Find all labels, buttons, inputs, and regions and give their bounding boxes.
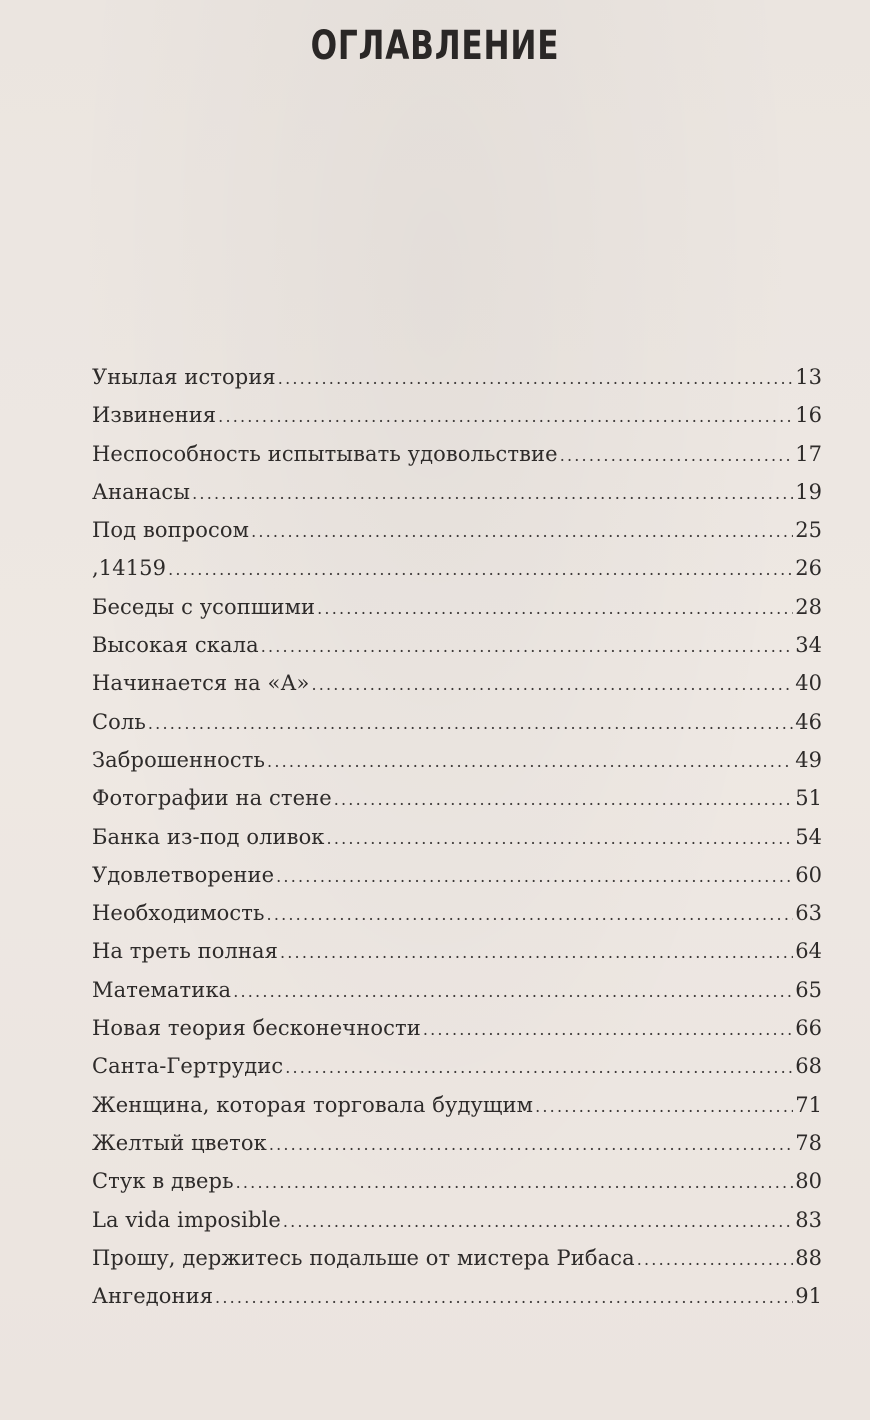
toc-entry <box>92 1047 822 1085</box>
toc-dot-leader <box>269 1126 793 1164</box>
toc-dot-leader <box>280 934 793 972</box>
toc-entry-page: 17 <box>795 441 822 466</box>
toc-entry-title: Прошу, держитесь подальше от мистера Рибаса <box>92 1245 635 1270</box>
toc-dot-leader <box>276 858 793 896</box>
toc-entry-title: Заброшенность <box>92 747 266 772</box>
toc-entry-title: Необходимость <box>92 901 265 926</box>
toc-dot-leader <box>267 743 793 781</box>
toc-entry <box>92 932 822 970</box>
toc-entry <box>92 741 822 779</box>
toc-entry-title: Банка из-под оливок <box>92 824 325 849</box>
toc-dot-leader <box>236 1164 794 1202</box>
toc-entry-title: Новая теория бесконечности <box>92 1016 421 1041</box>
toc-entry-title: Стук в дверь <box>92 1169 234 1194</box>
toc-entry-page: 34 <box>795 633 822 658</box>
toc-entry-title: Под вопросом <box>92 518 250 543</box>
toc-entry-title: Удовлетворение <box>92 862 275 887</box>
toc-dot-leader <box>311 666 793 704</box>
toc-entry <box>92 703 822 741</box>
toc-dot-leader <box>251 513 793 551</box>
toc-dot-leader <box>261 628 794 666</box>
toc-dot-leader <box>560 437 794 475</box>
toc-dot-leader <box>192 475 793 513</box>
toc-entry-page: 54 <box>795 824 822 849</box>
toc-entry-title: Унылая история <box>92 365 276 389</box>
toc-dot-leader <box>637 1241 794 1279</box>
toc-entry <box>92 1086 822 1124</box>
toc-dot-leader <box>267 896 794 934</box>
toc-entry-page: 80 <box>795 1169 822 1194</box>
toc-entry <box>92 1201 822 1239</box>
toc-entry-page: 68 <box>795 1054 822 1079</box>
toc-entry-page: 25 <box>795 518 822 543</box>
toc-entry <box>92 894 822 932</box>
toc-entry-page: 49 <box>795 747 822 772</box>
toc-entry <box>92 1277 822 1315</box>
toc-entry-page: 46 <box>795 709 822 734</box>
toc-entry-page: 16 <box>795 403 822 428</box>
toc-entry <box>92 1009 822 1047</box>
toc-entry <box>92 856 822 894</box>
toc-entry-title: Ананасы <box>92 479 191 504</box>
toc-dot-leader <box>215 1279 793 1317</box>
toc-dot-leader <box>423 1011 793 1049</box>
toc-entry-page: 83 <box>795 1207 822 1232</box>
toc-entry <box>92 396 822 434</box>
toc-entry <box>92 626 822 664</box>
toc-entry <box>92 358 822 396</box>
toc-entry-page: 63 <box>795 901 822 926</box>
toc-dot-leader <box>278 360 793 398</box>
toc-dot-leader <box>168 551 793 589</box>
toc-entry-title: На треть полная <box>92 939 278 964</box>
toc-entry-page: 13 <box>795 365 822 389</box>
toc-entry-title: ,14159 <box>92 556 167 581</box>
toc-entry-page: 66 <box>795 1016 822 1041</box>
toc-dot-leader <box>148 705 793 743</box>
toc-entry <box>92 549 822 587</box>
toc-dot-leader <box>285 1049 793 1087</box>
toc-entry-title: Санта-Гертрудис <box>92 1054 284 1079</box>
toc-entry-title: Женщина, которая торговала будущим <box>92 1092 534 1117</box>
toc-entry <box>92 779 822 817</box>
toc-entry-page: 28 <box>795 594 822 619</box>
toc-entry <box>92 473 822 511</box>
toc-entry-page: 51 <box>795 786 822 811</box>
page-title: ОГЛАВЛЕНИЕ <box>310 23 560 69</box>
toc-entry <box>92 588 822 626</box>
toc-entry <box>92 664 822 702</box>
toc-dot-leader <box>535 1088 793 1126</box>
toc-entry-title: La vida imposible <box>92 1207 281 1232</box>
toc-entry-page: 71 <box>795 1092 822 1117</box>
toc-entry-page: 40 <box>795 671 822 696</box>
toc-entry-title: Желтый цветок <box>92 1130 267 1155</box>
toc-entry-title: Математика <box>92 977 232 1002</box>
toc-entry-page: 26 <box>795 556 822 581</box>
table-of-contents <box>92 358 822 1315</box>
toc-dot-leader <box>233 973 793 1011</box>
toc-dot-leader <box>317 590 793 628</box>
toc-entry-page: 60 <box>795 862 822 887</box>
toc-entry-page: 19 <box>795 479 822 504</box>
toc-entry-title: Начинается на «А» <box>92 671 310 696</box>
toc-dot-leader <box>218 398 793 436</box>
toc-dot-leader <box>334 781 794 819</box>
toc-entry-page: 78 <box>795 1130 822 1155</box>
toc-entry-title: Высокая скала <box>92 633 259 658</box>
toc-entry-page: 88 <box>795 1245 822 1270</box>
toc-entry-page: 64 <box>795 939 822 964</box>
toc-entry <box>92 511 822 549</box>
toc-entry-title: Соль <box>92 709 146 734</box>
toc-entry <box>92 435 822 473</box>
toc-dot-leader <box>327 820 794 858</box>
toc-entry <box>92 1239 822 1277</box>
toc-entry-title: Фотографии на стене <box>92 786 332 811</box>
toc-entry <box>92 971 822 1009</box>
toc-dot-leader <box>283 1203 793 1241</box>
toc-entry <box>92 818 822 856</box>
toc-entry <box>92 1162 822 1200</box>
toc-entry-page: 65 <box>795 977 822 1002</box>
toc-entry-title: Извинения <box>92 403 217 428</box>
toc-entry-title: Ангедония <box>92 1284 214 1309</box>
toc-entry-title: Неспособность испытывать удовольствие <box>92 441 558 466</box>
toc-entry-page: 91 <box>795 1284 822 1309</box>
toc-entry-title: Беседы с усопшими <box>92 594 316 619</box>
toc-entry <box>92 1124 822 1162</box>
